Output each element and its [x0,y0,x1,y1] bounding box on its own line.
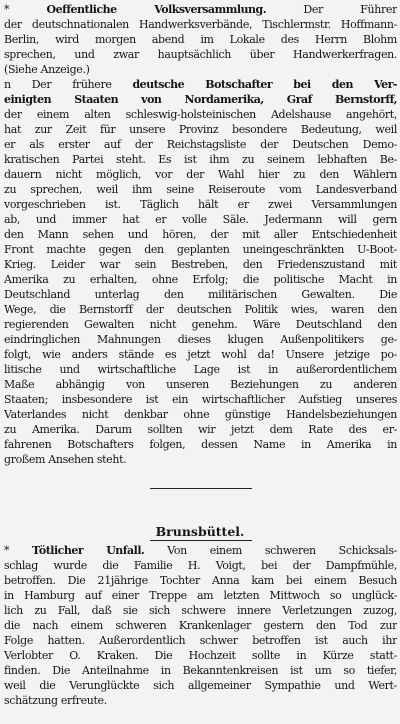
bold-text-run: deutsche Botschafter bei den Ver- [132,78,397,91]
text-run: Vaterlandes nicht denkbar ohne günstige Handelsbeziehungen [4,408,397,421]
text-line [4,588,397,603]
text-line [4,47,397,62]
text-line [4,77,397,92]
bold-text-run: Oeffentliche Volksversammlung. [46,3,267,16]
text-run: Amerika zu erhalten, ohne Erfolg; die politische Macht in [4,273,397,286]
text-run: Maße abhängig von unseren Beziehungen zu anderen [4,378,397,391]
text-line [4,603,397,618]
text-line [4,227,397,242]
text-line [4,407,397,422]
text-run: weil die Verunglückte sich allgemeiner Sympathie und Wert- [4,679,397,692]
text-line [4,437,397,452]
text-run: schätzung erfreute. [4,694,107,707]
text-run: zu sprechen, weil ihm seine Reiseroute vom Landesverband [4,183,397,196]
text-run: n Der frühere [4,78,133,91]
text-run: * [4,544,33,557]
text-line [4,257,397,272]
text-run: vorgeschrieben ist. Täglich hält er zwei Versammlungen [4,198,397,211]
text-run: litische und wirtschaftliche Lage ist in außerordentlichem [4,363,397,376]
text-line [4,317,397,332]
text-run: Verlobter O. Kraken. Die Hochzeit sollte in Kürze statt- [4,649,397,662]
text-run: Deutschland unterlag den militärischen Gewalten. Die [4,288,397,301]
bold-text-run: Tötlicher Unfall. [32,544,145,557]
text-line [4,663,397,678]
text-run: sprechen, und zwar hauptsächlich über Handwerkerfragen. [4,48,397,61]
text-run: folgt, wie anders stände es jetzt wohl da! Unsere jetzige po- [4,348,397,361]
section-heading-underline [150,540,252,541]
text-line [4,62,397,77]
text-line [4,122,397,137]
text-run: fahrenen Botschafters folgen, dessen Name in Amerika in [4,438,397,451]
text-line [4,92,397,107]
text-run: kratischen Partei steht. Es ist ihm zu seinem lebhaften Be- [4,153,397,166]
text-line [4,392,397,407]
text-run: ab, und immer hat er volle Säle. Jedermann will gern [4,213,397,226]
text-run: * [4,3,47,16]
text-line [4,242,397,257]
text-run: der deutschnationalen Handwerksverbände, Tischlermstr. Hoffmann- [4,18,397,31]
text-run: Der Führer [266,3,397,16]
article-volksversammlung-bernstorff [4,2,397,467]
text-line [4,32,397,47]
article-toetlicher-unfall [4,543,397,708]
text-line [4,543,397,558]
text-line [4,137,397,152]
text-run: in Hamburg auf einer Treppe am letzten Mittwoch so unglück- [4,589,397,602]
text-line [4,347,397,362]
text-run: Krieg. Leider war sein Bestreben, den Friedenszustand mit [4,258,397,271]
text-line [4,377,397,392]
text-line [4,287,397,302]
text-run: Wege, die Bernstorff der deutschen Politik wies, waren den [4,303,397,316]
section-heading-brunsbuettel: Brunsbüttel. [155,524,245,539]
text-run: großem Ansehen steht. [4,453,127,466]
text-run: Front machte gegen den geplanten uneingeschränkten U-Boot- [4,243,397,256]
text-line [4,197,397,212]
text-line [4,558,397,573]
section-rule-top [150,488,252,489]
text-run: er als erster auf der Reichstagsliste der Deutschen Demo- [4,138,397,151]
text-run: regierenden Gewalten nicht genehm. Wäre Deutschland den [4,318,397,331]
text-run: Von einem schweren Schicksals- [144,544,397,557]
text-run: lich zu Fall, daß sie sich schwere innere Verletzungen zuzog, [4,604,397,617]
text-line [4,182,397,197]
text-run: Folge hatten. Außerordentlich schwer betroffen ist auch ihr [4,634,397,647]
text-run: schlag wurde die Familie H. Voigt, bei der Dampfmühle, [4,559,397,572]
text-run: betroffen. Die 21jährige Tochter Anna kam bei einem Besuch [4,574,397,587]
text-run: hat zur Zeit für unsere Provinz besondere Bedeutung, weil [4,123,397,136]
text-run: dauern nicht möglich, vor der Wahl hier zu den Wählern [4,168,397,181]
text-line [4,107,397,122]
text-line [4,452,397,467]
bold-text-run: einigten Staaten von Nordamerika, Graf Bernstorff, [4,93,397,106]
text-run: zu Amerika. Darum sollten wir jetzt dem Rate des er- [4,423,397,436]
text-line [4,17,397,32]
text-line [4,332,397,347]
text-line [4,152,397,167]
text-line [4,272,397,287]
text-line [4,167,397,182]
text-run: der einem alten schleswig-holsteinischen Adelshause angehört, [4,108,397,121]
text-line [4,212,397,227]
text-run: finden. Die Anteilnahme in Bekanntenkreisen ist um so tiefer, [4,664,397,677]
text-line [4,362,397,377]
text-run: den Mann sehen und hören, der mit aller Entschiedenheit [4,228,397,241]
text-run: (Siehe Anzeige.) [4,63,90,76]
text-line [4,648,397,663]
text-line [4,618,397,633]
text-line [4,678,397,693]
text-run: Staaten; insbesondere ist ein wirtschaftlicher Aufstieg unseres [4,393,397,406]
text-line [4,573,397,588]
text-run: eindringlichen Mahnungen dieses klugen Außenpolitikers ge- [4,333,397,346]
text-line [4,302,397,317]
text-run: die nach einem schweren Krankenlager gestern den Tod zur [4,619,397,632]
text-line [4,633,397,648]
text-line [4,422,397,437]
text-line [4,2,397,17]
text-line [4,693,397,708]
text-run: Berlin, wird morgen abend im Lokale des Herrn Blohm [4,33,397,46]
